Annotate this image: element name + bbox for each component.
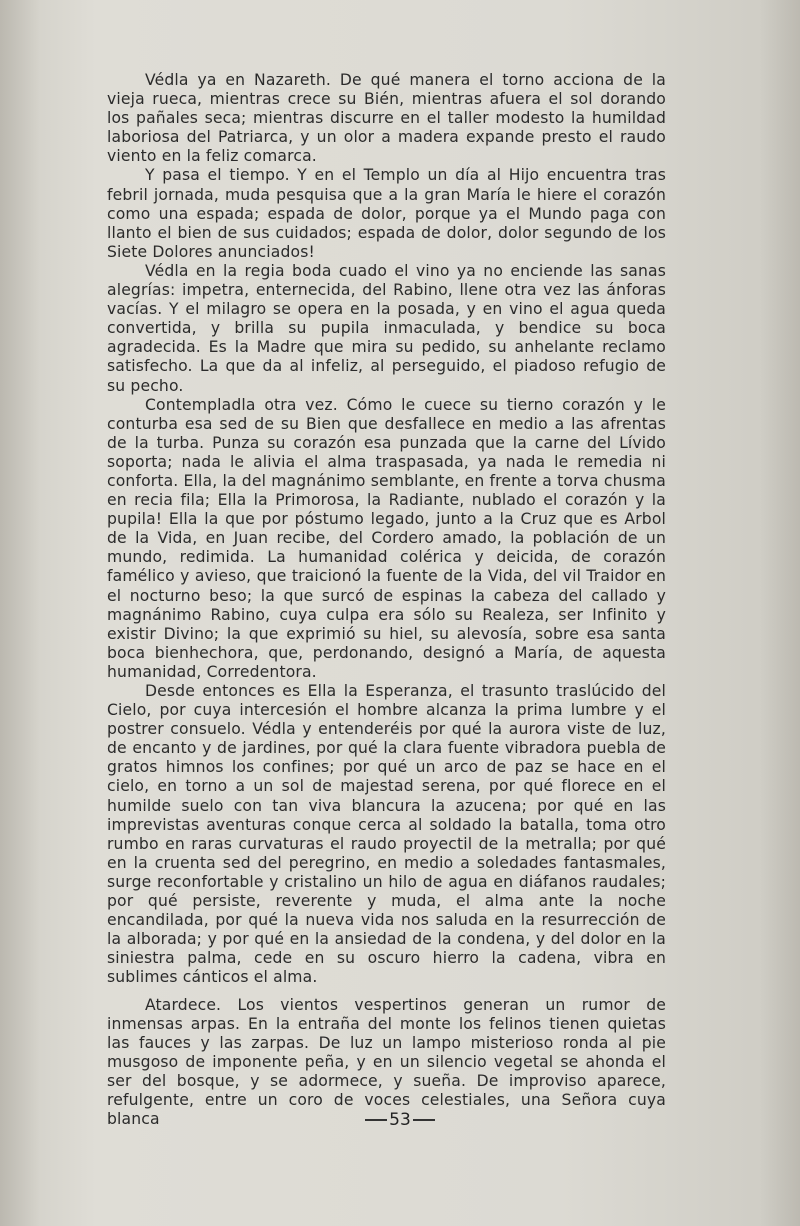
paragraph: Védla ya en Nazareth. De qué manera el torno acciona de la vieja rueca, mientras crece su Bién, mientras afuera el sol dorando los pañales seca; mientras discurre en el taller modesto la humildad laboriosa del Patriarca, y un olor a madera expande presto el raudo viento en la feliz comarca. — [107, 71, 666, 166]
paragraph: Atardece. Los vientos vespertinos generan un rumor de inmensas arpas. En la entraña del monte los felinos tienen quietas las fauces y las zarpas. De luz un lampo misterioso ronda al pie musgoso de imponente peña, y en un silencio vegetal se ahonda el ser del bosque, y se adormece, y sueña. De improviso aparece, refulgente, entre un coro de voces celestiales, una Señora cuya blanca — [107, 995, 666, 1129]
page-edge-shadow-right — [760, 0, 800, 1226]
dash-right — [413, 1119, 435, 1121]
paragraph: Védla en la regia boda cuado el vino ya no enciende las sanas alegrías: impetra, enternecida, del Rabino, llene otra vez las ánforas vacías. Y el milagro se opera en la posada, y en vino el agua queda convertida, y brilla su pupila inmaculada, y bendice su boca agradecida. Es la Madre que mira su pedido, su anhelante reclamo satisfecho. La que da al infeliz, al perseguido, el piadoso refugio de su pecho. — [107, 261, 666, 395]
paragraph: Y pasa el tiempo. Y en el Templo un día al Hijo encuentra tras febril jornada, muda pesquisa que a la gran María le hiere el corazón como una espada; espada de dolor, porque ya el Mundo paga con llanto el bien de sus cuidados; espada de dolor, dolor segundo de los Siete Dolores anunciados! — [107, 166, 666, 261]
paragraph: Contempladla otra vez. Cómo le cuece su tierno corazón y le conturba esa sed de su Bien que desfallece en medio a las afrentas de la turba. Punza su corazón esa punzada que la carne del Lívido soporta; nada le alivia el alma traspasada, ya nada le remedia ni conforta. Ella, la del magnánimo semblante, en frente a torva chusma en recia fila; Ella la Primorosa, la Radiante, nublado el corazón y la pupila! Ella la que por póstumo legado, junto a la Cruz que es Arbol de la Vida, en Juan recibe, del Cordero amado, la población de un mundo, redimida. La humanidad colérica y deicida, de corazón famélico y avieso, que traicionó la fuente de la Vida, del vil Traidor en el nocturno beso; la que surcó de espinas la cabeza del callado y magnánimo Rabino, cuya culpa era sólo su Realeza, ser Infinito y existir Divino; la que exprimió su hiel, su alevosía, sobre esa santa boca bienhechora, que, perdonando, designó a María, de aquesta humanidad, Corredentora. — [107, 395, 666, 681]
page-number: 53 — [389, 1110, 411, 1130]
dash-left — [365, 1119, 387, 1121]
paragraph: Desde entonces es Ella la Esperanza, el trasunto traslúcido del Cielo, por cuya intercesión el hombre alcanza la prima lumbre y el postrer consuelo. Védla y entenderéis por qué la aurora viste de luz, de encanto y de jardines, por qué la clara fuente vibradora puebla de gratos himnos los confines; por qué un arco de paz se hace en el cielo, en torno a un sol de majestad serena, por qué florece en el humilde suelo con tan viva blancura la azucena; por qué en las imprevistas aventuras conque cerca al soldado la batalla, toma otro rumbo en raras curvaturas el raudo proyectil de la metralla; por qué en la cruenta sed del peregrino, en medio a soledades fantasmales, surge reconfortable y cristalino un hilo de agua en diáfanos raudales; por qué persiste, reverente y muda, el alma ante la noche encandilada, por qué la nueva vida nos saluda en la resurrección de la alborada; y por qué en la ansiedad de la condena, y del dolor en la siniestra palma, cede en su oscuro hierro la cadena, vibra en sublimes cánticos el alma. — [107, 682, 666, 987]
body-text — [107, 71, 666, 1129]
page-number-footer — [0, 1110, 800, 1130]
page-edge-shadow-left — [0, 0, 40, 1226]
